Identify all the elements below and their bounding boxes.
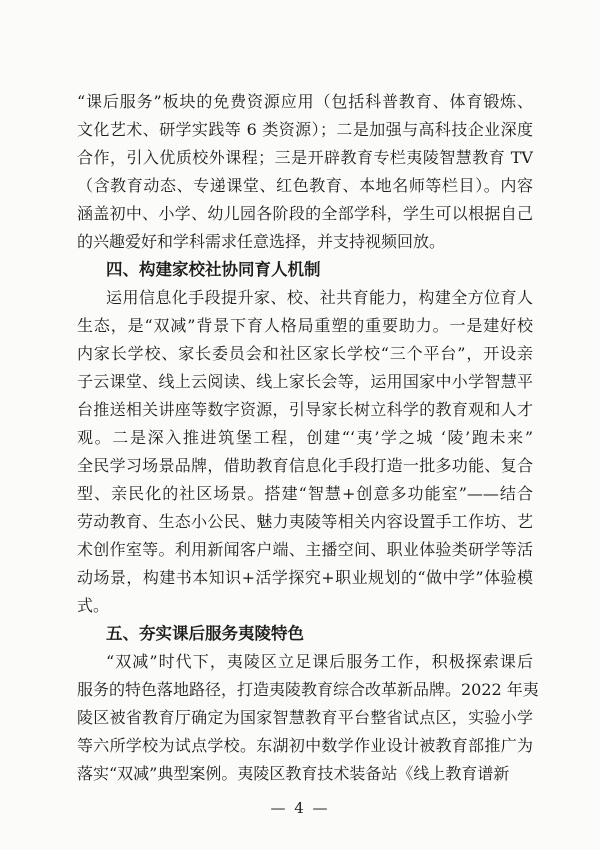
text-line: 型、亲民化的社区场景。搭建“智慧+创意多功能室”——结合 bbox=[77, 484, 533, 503]
text-line: 涵盖初中、小学、幼儿园各阶段的全部学科，学生可以根据自己 bbox=[77, 204, 533, 223]
text-line: 劳动教育、生态小公民、魅力夷陵等相关内容设置手工作坊、艺 bbox=[77, 512, 533, 531]
paragraph bbox=[77, 88, 533, 256]
text-line: 观。二是深入推进筑堡工程，创建“‘夷’学之城 ‘陵’跑未来” bbox=[77, 428, 533, 447]
text-line: 子云课堂、线上云阅读、线上家长会等，运用国家中小学智慧平 bbox=[77, 372, 533, 391]
text-line: 的兴趣爱好和学科需求任意选择，并支持视频回放。 bbox=[77, 232, 446, 251]
text-line: 服务的特色落地路径，打造夷陵教育综合改革新品牌。2022 年夷 bbox=[77, 680, 539, 699]
text-line: 运用信息化手段提升家、校、社共育能力，构建全方位育人 bbox=[106, 288, 533, 307]
text-line: 内家长学校、家长委员会和社区家长学校“三个平台”，开设亲 bbox=[77, 344, 533, 363]
text-line: 陵区被省教育厅确定为国家智慧教育平台整省试点区，实验小学 bbox=[77, 708, 533, 727]
paragraph bbox=[77, 648, 539, 788]
text-line: 文化艺术、研学实践等 6 类资源）；二是加强与高科技企业深度 bbox=[77, 120, 533, 139]
text-line: （含教育动态、专递课堂、红色教育、本地名师等栏目）。内容 bbox=[77, 176, 533, 195]
text-line: 动场景，构建书本知识+活学探究+职业规划的“做中学”体验模 bbox=[77, 568, 533, 587]
paragraph bbox=[77, 284, 533, 620]
text-line: 台推送相关讲座等数字资源，引导家长树立科学的教育观和人才 bbox=[77, 400, 533, 419]
text-line: 落实“双减”典型案例。夷陵区教育技术装备站《线上教育谱新 bbox=[77, 764, 510, 783]
page-number: — 4 — bbox=[270, 799, 330, 817]
text-line: 合作，引入优质校外课程；三是开辟教育专栏夷陵智慧教育 TV bbox=[77, 148, 533, 167]
section-heading: 五、夯实课后服务夷陵特色 bbox=[106, 624, 304, 643]
text-line: “双减”时代下，夷陵区立足课后服务工作，积极探索课后 bbox=[106, 652, 533, 671]
document-body bbox=[77, 88, 539, 788]
text-line: 式。 bbox=[77, 596, 110, 615]
section-heading: 四、构建家校社协同育人机制 bbox=[106, 260, 321, 279]
text-line: 生态，是“双减”背景下育人格局重塑的重要助力。一是建好校 bbox=[77, 316, 533, 335]
text-line: 全民学习场景品牌，借助教育信息化手段打造一批多功能、复合 bbox=[77, 456, 533, 475]
text-line: 术创作室等。利用新闻客户端、主播空间、职业体验类研学等活 bbox=[77, 540, 533, 559]
text-line: “课后服务”板块的免费资源应用（包括科普教育、体育锻炼、 bbox=[77, 92, 533, 111]
text-line: 等六所学校为试点学校。东湖初中数学作业设计被教育部推广为 bbox=[77, 736, 533, 755]
